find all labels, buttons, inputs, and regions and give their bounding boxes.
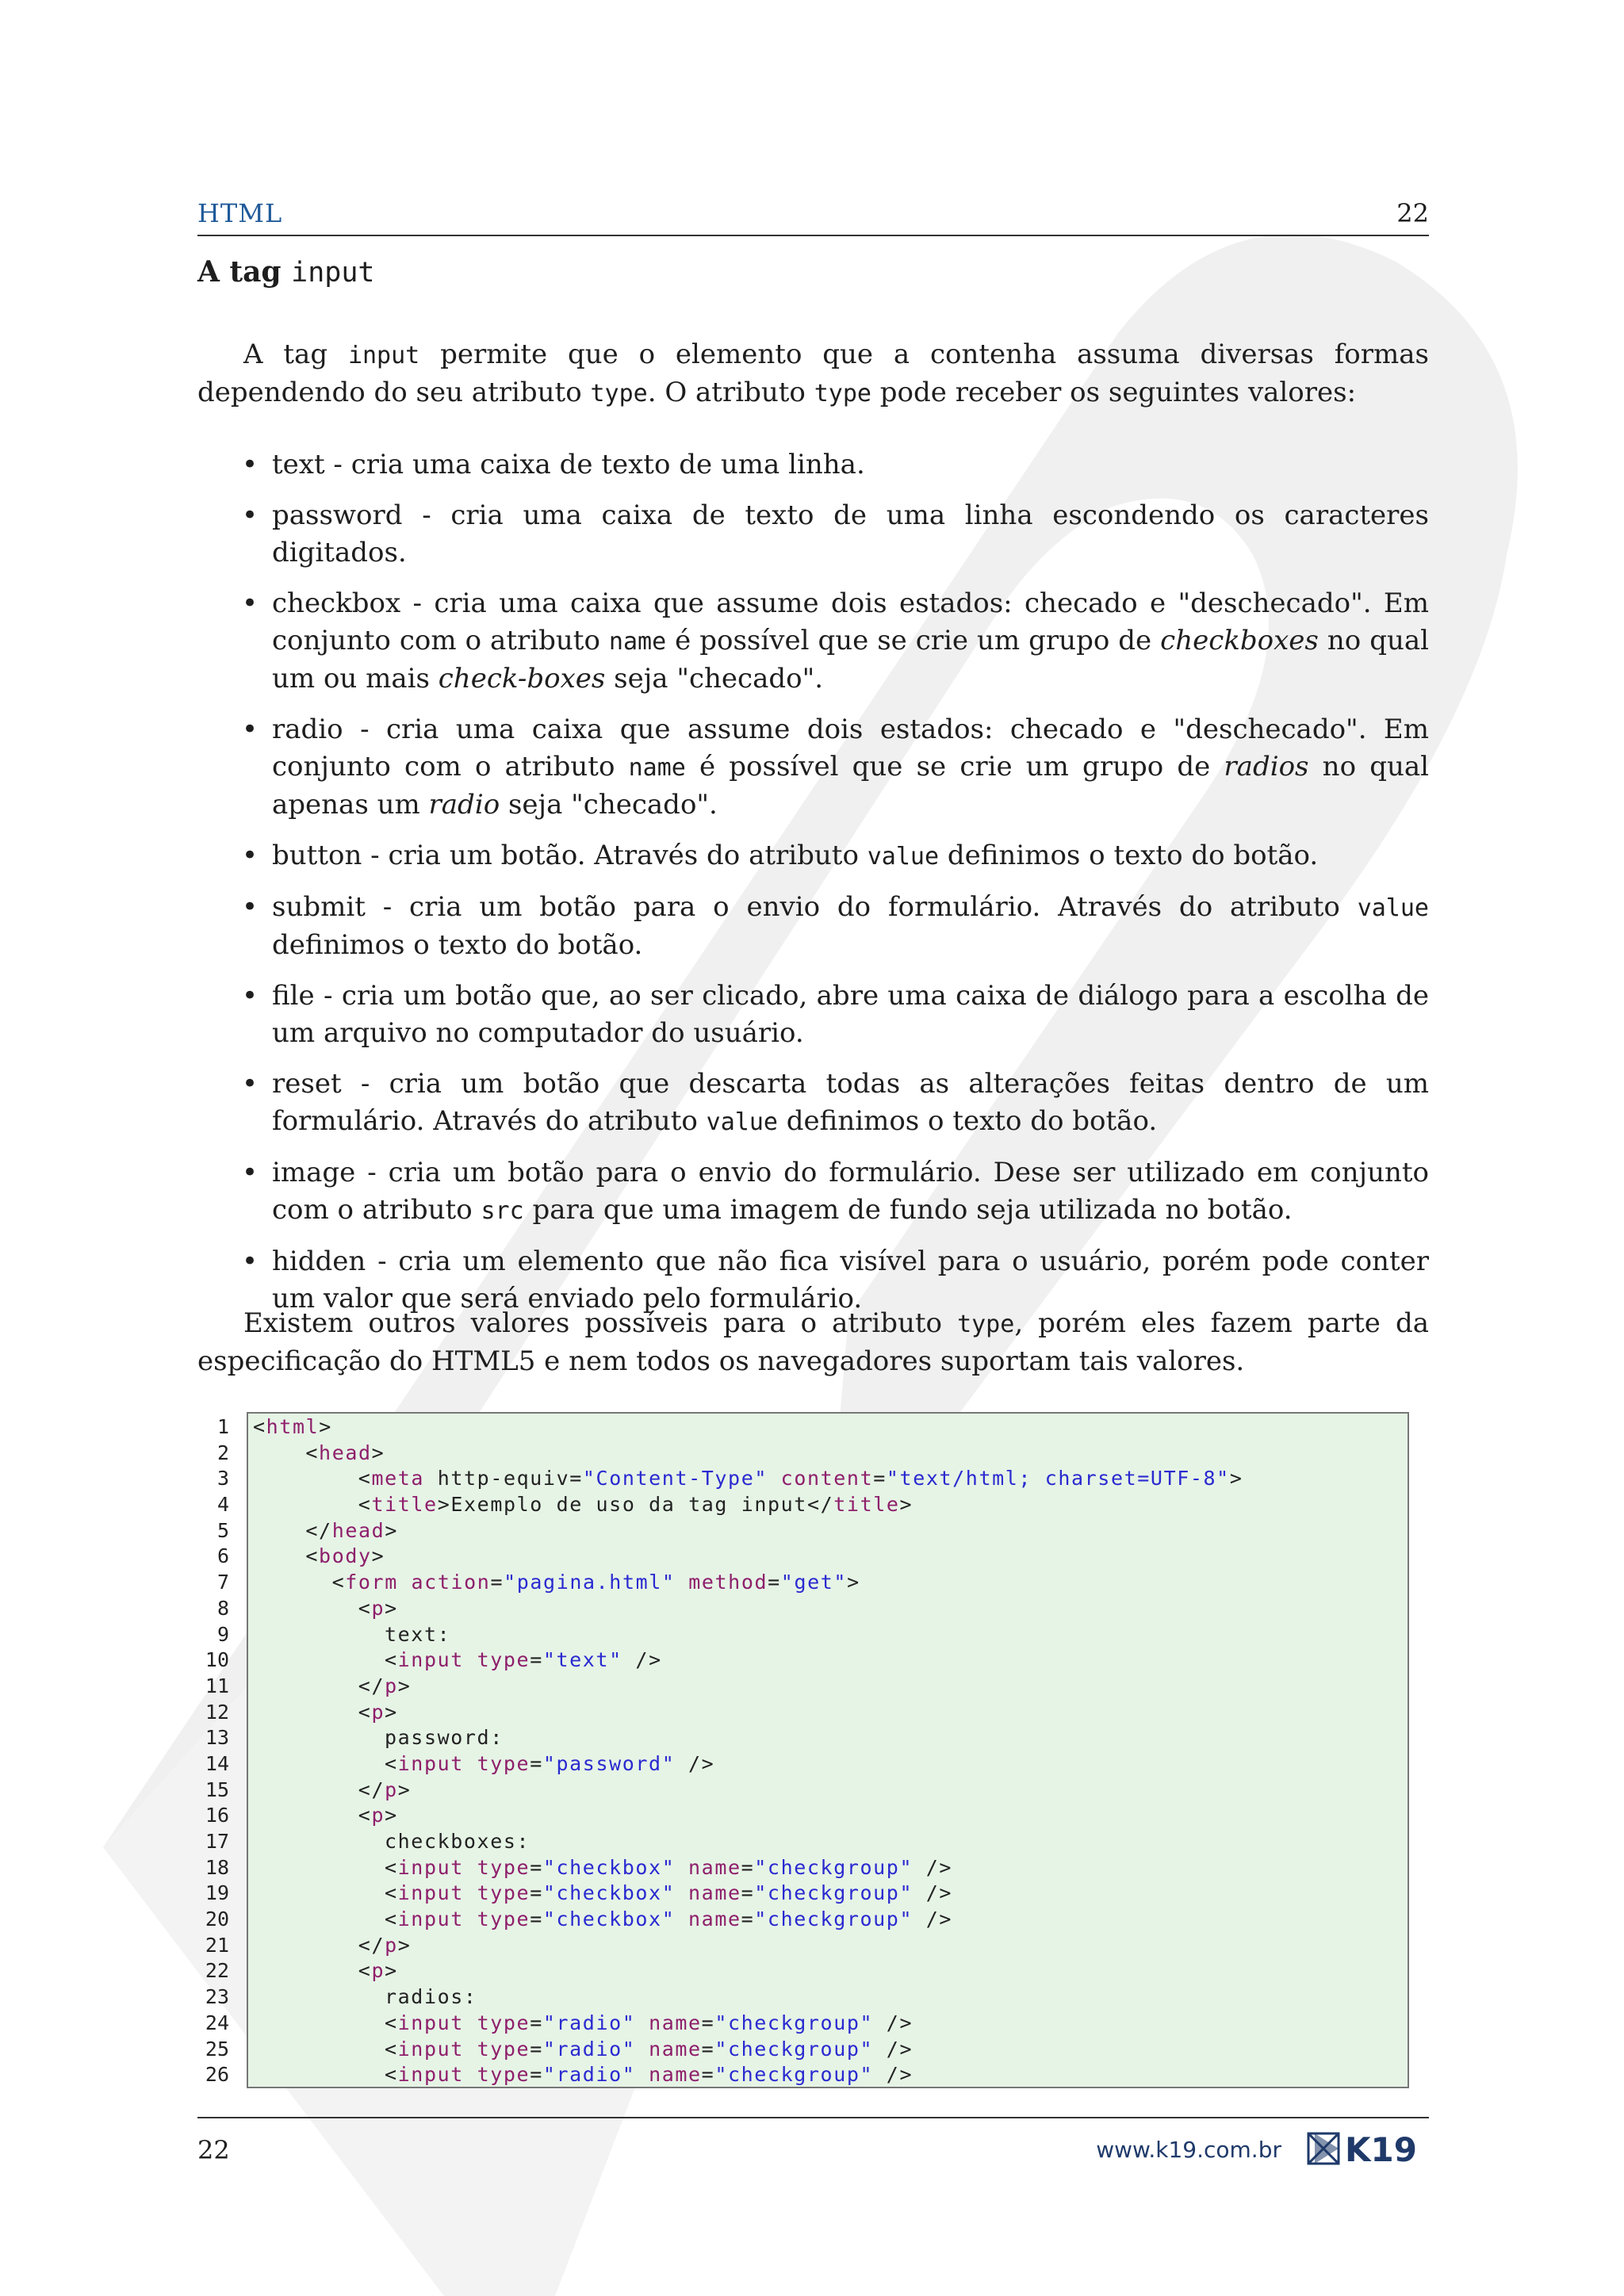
inline-code: type bbox=[814, 380, 871, 408]
code-token: < bbox=[305, 1441, 320, 1464]
code-token: = bbox=[490, 1571, 504, 1594]
line-number: 22 bbox=[205, 1959, 229, 1983]
k19-logo-icon bbox=[1307, 2131, 1429, 2166]
code-keyword: method bbox=[688, 1571, 768, 1594]
list-item bbox=[197, 711, 1429, 824]
code-keyword: type bbox=[477, 1751, 530, 1775]
code-token: < bbox=[385, 2037, 398, 2061]
code-token bbox=[675, 1856, 688, 1879]
code-token: /> bbox=[622, 1648, 662, 1672]
code-token: = bbox=[701, 2037, 715, 2061]
code-string: "pagina.html" bbox=[504, 1571, 676, 1594]
code-line bbox=[205, 1803, 1409, 1829]
code-token bbox=[464, 2038, 477, 2061]
code-string: "checkgroup" bbox=[754, 1855, 914, 1879]
code-keyword: input bbox=[397, 2011, 464, 2034]
code-token: < bbox=[305, 1544, 320, 1568]
line-number: 12 bbox=[205, 1700, 229, 1724]
code-token: = bbox=[873, 1467, 887, 1490]
code-string: "checkgroup" bbox=[714, 2063, 874, 2087]
code-keyword: input bbox=[397, 1751, 464, 1775]
code-token: /> bbox=[913, 1881, 953, 1905]
code-string: "text" bbox=[542, 1648, 622, 1672]
code-token: = bbox=[530, 2011, 543, 2034]
bullet-icon: • bbox=[242, 714, 259, 745]
code-token: < bbox=[385, 1881, 398, 1905]
code-line bbox=[205, 1751, 1409, 1777]
line-number: 7 bbox=[216, 1571, 229, 1594]
text-run: checkbox - cria uma caixa que assume dois estados: checado e "deschecado". Em conjunto com o atributo bbox=[272, 587, 1429, 656]
line-number: 23 bbox=[205, 1985, 229, 2009]
code-string: "Content-Type" bbox=[582, 1467, 768, 1490]
code-text bbox=[253, 1622, 450, 1648]
code-token: > bbox=[371, 1544, 385, 1568]
code-keyword: title bbox=[833, 1493, 900, 1517]
bullet-icon: • bbox=[242, 1068, 259, 1100]
code-keyword: name bbox=[649, 2063, 702, 2087]
code-text bbox=[253, 1751, 714, 1777]
code-text bbox=[253, 1958, 398, 1984]
code-keyword: input bbox=[397, 1855, 464, 1879]
code-token bbox=[398, 1571, 412, 1594]
code-keyword: head bbox=[331, 1518, 385, 1542]
text-run: é possível que se crie um grupo de bbox=[666, 625, 1161, 656]
running-header bbox=[197, 195, 1429, 236]
code-token: < bbox=[385, 1648, 398, 1672]
line-number: 11 bbox=[205, 1674, 229, 1697]
code-keyword: p bbox=[371, 1700, 385, 1724]
code-token: > bbox=[385, 1804, 398, 1827]
code-string: "checkgroup" bbox=[754, 1908, 914, 1931]
line-number: 18 bbox=[205, 1855, 229, 1879]
code-string: "checkbox" bbox=[542, 1908, 676, 1931]
code-token: </ bbox=[358, 1777, 385, 1801]
footer-page-number: 22 bbox=[197, 2135, 230, 2165]
text-run: para que uma imagem de fundo seja utilizada no botão. bbox=[523, 1194, 1293, 1226]
list-item bbox=[197, 837, 1429, 875]
code-keyword: p bbox=[371, 1596, 385, 1620]
emphasis-text: checkboxes bbox=[1160, 625, 1319, 656]
chapter-title: HTML bbox=[197, 198, 283, 228]
code-token: < bbox=[385, 2063, 398, 2087]
code-token bbox=[464, 2063, 477, 2086]
text-run: no qual apenas um bbox=[272, 751, 1430, 821]
bullet-icon: • bbox=[242, 1157, 259, 1188]
line-number: 26 bbox=[205, 2063, 229, 2087]
text-run: image - cria um botão para o envio do formulário. Dese ser utilizado em conjunto com o atributo bbox=[272, 1157, 1429, 1226]
emphasis-text: radio bbox=[428, 789, 500, 821]
code-string: "checkgroup" bbox=[714, 2037, 874, 2061]
code-string: "checkbox" bbox=[542, 1855, 676, 1879]
text-run: seja "checado". bbox=[605, 663, 824, 695]
header-page-number: 22 bbox=[1396, 198, 1429, 228]
code-token bbox=[635, 2038, 649, 2061]
code-text bbox=[253, 1855, 952, 1881]
code-token bbox=[464, 1856, 477, 1879]
code-token: </ bbox=[358, 1674, 385, 1697]
code-token: checkboxes: bbox=[385, 1830, 530, 1853]
text-run: submit - cria um botão para o envio do formulário. Através do atributo bbox=[272, 891, 1358, 923]
code-keyword: name bbox=[688, 1855, 741, 1879]
code-keyword: input bbox=[397, 1881, 464, 1905]
bullet-icon: • bbox=[242, 499, 259, 531]
text-run: permite que o elemento que a contenha assuma diversas formas dependendo do seu atributo bbox=[197, 339, 1429, 408]
inline-code: name bbox=[608, 628, 667, 656]
code-token: radios: bbox=[385, 1985, 477, 2009]
code-string: "get" bbox=[780, 1571, 848, 1594]
text-run: button - cria um botão. Através do atributo bbox=[272, 840, 868, 871]
code-token bbox=[676, 1571, 689, 1594]
code-line bbox=[205, 1933, 1409, 1959]
code-token: = bbox=[530, 1648, 543, 1672]
bullet-icon: • bbox=[242, 840, 259, 871]
code-token: = bbox=[701, 2011, 715, 2034]
code-keyword: input bbox=[397, 2063, 464, 2087]
code-keyword: name bbox=[688, 1908, 741, 1931]
list-item bbox=[197, 978, 1429, 1052]
code-token: = bbox=[741, 1881, 755, 1905]
code-text bbox=[253, 1596, 398, 1622]
code-keyword: meta bbox=[371, 1467, 425, 1490]
text-run: no qual um ou mais bbox=[272, 625, 1430, 695]
bullet-icon: • bbox=[242, 449, 259, 480]
list-item bbox=[197, 446, 1429, 484]
code-string: "text/html; charset=UTF-8" bbox=[886, 1467, 1230, 1490]
code-line bbox=[205, 1881, 1409, 1907]
code-token: > bbox=[1229, 1467, 1243, 1490]
inline-code: type bbox=[957, 1311, 1015, 1338]
code-token: < bbox=[385, 2011, 398, 2034]
code-keyword: input bbox=[397, 1648, 464, 1672]
logo-text: K19 bbox=[1345, 2131, 1417, 2166]
code-line bbox=[216, 1622, 1409, 1648]
code-line bbox=[216, 1518, 1409, 1544]
code-line bbox=[216, 1492, 1409, 1518]
code-keyword: type bbox=[477, 2037, 530, 2061]
code-token: = bbox=[530, 1751, 543, 1775]
code-text bbox=[253, 1544, 385, 1570]
code-token: = bbox=[741, 1908, 755, 1931]
code-text bbox=[253, 1907, 952, 1933]
text-run: text - cria uma caixa de texto de uma linha. bbox=[272, 449, 865, 480]
emphasis-text: check-boxes bbox=[438, 663, 606, 695]
code-keyword: form bbox=[345, 1571, 398, 1594]
line-number: 8 bbox=[216, 1596, 229, 1620]
code-line bbox=[205, 1855, 1409, 1881]
code-token: < bbox=[253, 1415, 266, 1438]
code-keyword: type bbox=[477, 2011, 530, 2034]
text-run: password - cria uma caixa de texto de uma linha escondendo os caracteres digitados. bbox=[272, 499, 1429, 568]
code-line bbox=[205, 1958, 1409, 1984]
line-number: 17 bbox=[205, 1830, 229, 1853]
code-token: > bbox=[371, 1441, 385, 1464]
code-line bbox=[205, 2037, 1409, 2063]
code-keyword: p bbox=[371, 1804, 385, 1827]
inline-code: input bbox=[347, 342, 420, 369]
inline-code: value bbox=[706, 1108, 778, 1136]
text-run: seja "checado". bbox=[500, 789, 718, 821]
line-number: 21 bbox=[205, 1933, 229, 1957]
code-keyword: name bbox=[649, 2037, 702, 2061]
list-item bbox=[197, 497, 1429, 572]
code-text bbox=[253, 1466, 1243, 1492]
code-token: < bbox=[358, 1493, 372, 1517]
code-string: "radio" bbox=[542, 2063, 636, 2087]
inline-code: src bbox=[481, 1197, 524, 1225]
code-token: > bbox=[397, 1777, 412, 1801]
input-type-list bbox=[197, 446, 1429, 1331]
code-line bbox=[205, 2011, 1409, 2037]
code-token bbox=[635, 2011, 649, 2034]
line-number: 14 bbox=[205, 1751, 229, 1775]
code-token bbox=[464, 1752, 477, 1775]
code-keyword: p bbox=[385, 1674, 398, 1697]
code-line bbox=[216, 1414, 1409, 1441]
line-number: 16 bbox=[205, 1804, 229, 1827]
code-line bbox=[216, 1544, 1409, 1570]
code-token: < bbox=[331, 1571, 346, 1594]
code-keyword: html bbox=[266, 1415, 320, 1438]
code-text bbox=[253, 2037, 913, 2063]
code-token: > bbox=[397, 1933, 412, 1957]
list-item bbox=[197, 585, 1429, 698]
closing-paragraph bbox=[197, 1305, 1429, 1380]
code-keyword: name bbox=[649, 2011, 702, 2034]
code-token bbox=[464, 1881, 477, 1904]
code-line bbox=[205, 2062, 1409, 2088]
code-line bbox=[216, 1570, 1409, 1596]
text-run: é possível que se crie um grupo de bbox=[685, 751, 1224, 783]
code-text bbox=[253, 1984, 477, 2011]
code-line bbox=[205, 1700, 1409, 1726]
code-token: /> bbox=[873, 2037, 914, 2061]
code-keyword: p bbox=[385, 1777, 398, 1801]
code-keyword: type bbox=[477, 2063, 530, 2087]
footer-divider bbox=[197, 2117, 1429, 2118]
code-text bbox=[253, 1518, 398, 1544]
code-token: </ bbox=[358, 1933, 385, 1957]
code-line bbox=[216, 1596, 1409, 1622]
code-token: > bbox=[397, 1674, 412, 1697]
code-token: http-equiv= bbox=[424, 1467, 583, 1490]
code-token: > bbox=[385, 1700, 398, 1724]
text-run: Existem outros valores possíveis para o atributo bbox=[243, 1307, 958, 1339]
code-token bbox=[464, 1648, 477, 1671]
code-token bbox=[464, 2011, 477, 2034]
text-run: file - cria um botão que, ao ser clicado, abre uma caixa de diálogo para a escolha de um arquivo no computador do usuário. bbox=[272, 980, 1429, 1049]
list-item bbox=[197, 889, 1429, 964]
text-run: reset - cria um botão que descarta todas as alterações feitas dentro de um formulário. Através do atributo bbox=[272, 1068, 1429, 1137]
code-keyword: input bbox=[397, 1908, 464, 1931]
code-token: > bbox=[385, 1518, 398, 1542]
code-line bbox=[205, 1777, 1409, 1804]
code-text bbox=[253, 1647, 662, 1674]
footer-url-link[interactable]: www.k19.com.br bbox=[1096, 2137, 1281, 2163]
code-line bbox=[205, 1674, 1409, 1700]
code-keyword: content bbox=[780, 1467, 874, 1490]
code-token: = bbox=[530, 1881, 543, 1905]
code-keyword: input bbox=[397, 2037, 464, 2061]
code-text bbox=[253, 1933, 411, 1959]
line-number: 13 bbox=[205, 1726, 229, 1750]
code-keyword: action bbox=[411, 1571, 491, 1594]
code-text bbox=[253, 2011, 913, 2037]
code-token: >Exemplo de uso da tag input</ bbox=[437, 1493, 834, 1517]
section-title-code: input bbox=[291, 257, 375, 289]
line-number: 2 bbox=[216, 1441, 229, 1464]
line-number: 20 bbox=[205, 1908, 229, 1931]
code-keyword: type bbox=[477, 1908, 530, 1931]
code-token: = bbox=[741, 1855, 755, 1879]
line-number: 19 bbox=[205, 1881, 229, 1905]
list-item bbox=[197, 1154, 1429, 1230]
code-line bbox=[205, 1647, 1409, 1674]
code-token: > bbox=[847, 1571, 860, 1594]
inline-code: value bbox=[1357, 894, 1429, 922]
line-number: 24 bbox=[205, 2011, 229, 2034]
code-token: < bbox=[358, 1596, 372, 1620]
code-token bbox=[675, 1881, 688, 1904]
intro-paragraph bbox=[197, 336, 1429, 412]
list-item bbox=[197, 1066, 1429, 1141]
text-run: definimos o texto do botão. bbox=[939, 840, 1319, 871]
code-line bbox=[216, 1466, 1409, 1492]
code-keyword: p bbox=[385, 1933, 398, 1957]
text-run: . O atributo bbox=[647, 377, 814, 408]
code-text bbox=[253, 1441, 385, 1467]
code-token: = bbox=[530, 1908, 543, 1931]
code-string: "radio" bbox=[542, 2037, 636, 2061]
code-token: < bbox=[358, 1700, 372, 1724]
code-token: < bbox=[385, 1855, 398, 1879]
code-token bbox=[464, 1908, 477, 1931]
code-token bbox=[768, 1467, 781, 1490]
section-title-text: A tag bbox=[197, 255, 282, 289]
code-line bbox=[205, 1907, 1409, 1933]
code-line bbox=[205, 1829, 1409, 1855]
text-run: radio - cria uma caixa que assume dois estados: checado e "deschecado". Em conjunto com o atributo bbox=[272, 714, 1429, 783]
code-text bbox=[253, 1414, 332, 1441]
code-text bbox=[253, 1829, 530, 1855]
code-keyword: type bbox=[477, 1648, 530, 1672]
text-run: hidden - cria um elemento que não fica visível para o usuário, porém pode conter um valor que será enviado pelo formulário. bbox=[272, 1246, 1429, 1314]
line-number: 10 bbox=[205, 1648, 229, 1672]
code-token: < bbox=[358, 1804, 372, 1827]
text-run: definimos o texto do botão. bbox=[777, 1105, 1158, 1137]
line-number: 25 bbox=[205, 2037, 229, 2061]
code-token bbox=[675, 1908, 688, 1931]
inline-code: type bbox=[590, 380, 648, 408]
bullet-icon: • bbox=[242, 1246, 259, 1277]
text-run: A tag bbox=[243, 339, 348, 370]
code-keyword: name bbox=[688, 1881, 741, 1905]
emphasis-text: radios bbox=[1224, 751, 1309, 783]
code-token: /> bbox=[913, 1908, 953, 1931]
bullet-icon: • bbox=[242, 891, 259, 923]
code-string: "checkgroup" bbox=[714, 2011, 874, 2034]
code-token: < bbox=[358, 1959, 372, 1983]
code-token: /> bbox=[675, 1751, 715, 1775]
code-token: /> bbox=[913, 1855, 953, 1879]
code-token: /> bbox=[873, 2011, 914, 2034]
line-number: 1 bbox=[216, 1415, 229, 1438]
code-string: "checkgroup" bbox=[754, 1881, 914, 1905]
code-string: "radio" bbox=[542, 2011, 636, 2034]
code-token bbox=[635, 2063, 649, 2086]
code-text bbox=[253, 1570, 860, 1596]
code-string: "password" bbox=[542, 1751, 676, 1775]
code-token: password: bbox=[385, 1726, 504, 1750]
bullet-icon: • bbox=[242, 980, 259, 1012]
code-keyword: body bbox=[319, 1544, 372, 1568]
code-keyword: p bbox=[371, 1959, 385, 1983]
line-number: 4 bbox=[216, 1493, 229, 1517]
code-text bbox=[253, 1777, 411, 1804]
code-token: > bbox=[319, 1415, 332, 1438]
inline-code: value bbox=[867, 843, 940, 871]
bullet-icon: • bbox=[242, 587, 259, 619]
code-text bbox=[253, 1725, 504, 1751]
code-keyword: type bbox=[477, 1881, 530, 1905]
line-number: 15 bbox=[205, 1777, 229, 1801]
section-title bbox=[197, 252, 375, 293]
code-line bbox=[216, 1441, 1409, 1467]
code-keyword: title bbox=[371, 1493, 438, 1517]
code-line bbox=[205, 1725, 1409, 1751]
line-number: 9 bbox=[216, 1622, 229, 1646]
code-token: = bbox=[530, 2063, 543, 2087]
code-token: > bbox=[385, 1596, 398, 1620]
code-token: < bbox=[385, 1908, 398, 1931]
code-token: = bbox=[530, 1855, 543, 1879]
code-token: = bbox=[768, 1571, 781, 1594]
code-token: < bbox=[385, 1751, 398, 1775]
code-token: /> bbox=[873, 2063, 914, 2087]
code-keyword: type bbox=[477, 1855, 530, 1879]
code-token: text: bbox=[385, 1622, 451, 1646]
code-text bbox=[253, 2062, 913, 2088]
text-run: definimos o texto do botão. bbox=[272, 929, 643, 961]
code-text bbox=[253, 1492, 913, 1518]
line-number: 5 bbox=[216, 1518, 229, 1542]
code-token: < bbox=[358, 1467, 372, 1490]
code-line bbox=[205, 1984, 1409, 2011]
line-number: 3 bbox=[216, 1467, 229, 1490]
code-text bbox=[253, 1674, 411, 1700]
text-run: , porém eles fazem parte da especificação do HTML5 e nem todos os navegadores suportam tais valores. bbox=[197, 1307, 1429, 1377]
code-token: </ bbox=[305, 1518, 332, 1542]
code-listing bbox=[205, 1414, 1409, 2088]
code-text bbox=[253, 1803, 398, 1829]
code-string: "checkbox" bbox=[542, 1881, 676, 1905]
code-token: > bbox=[385, 1959, 398, 1983]
code-text bbox=[253, 1700, 398, 1726]
code-token: = bbox=[701, 2063, 715, 2087]
inline-code: name bbox=[628, 754, 686, 782]
code-token: > bbox=[899, 1493, 914, 1517]
line-number: 6 bbox=[216, 1544, 229, 1568]
code-text bbox=[253, 1881, 952, 1907]
code-token: = bbox=[530, 2037, 543, 2061]
code-keyword: head bbox=[319, 1441, 372, 1464]
text-run: pode receber os seguintes valores: bbox=[871, 377, 1357, 408]
